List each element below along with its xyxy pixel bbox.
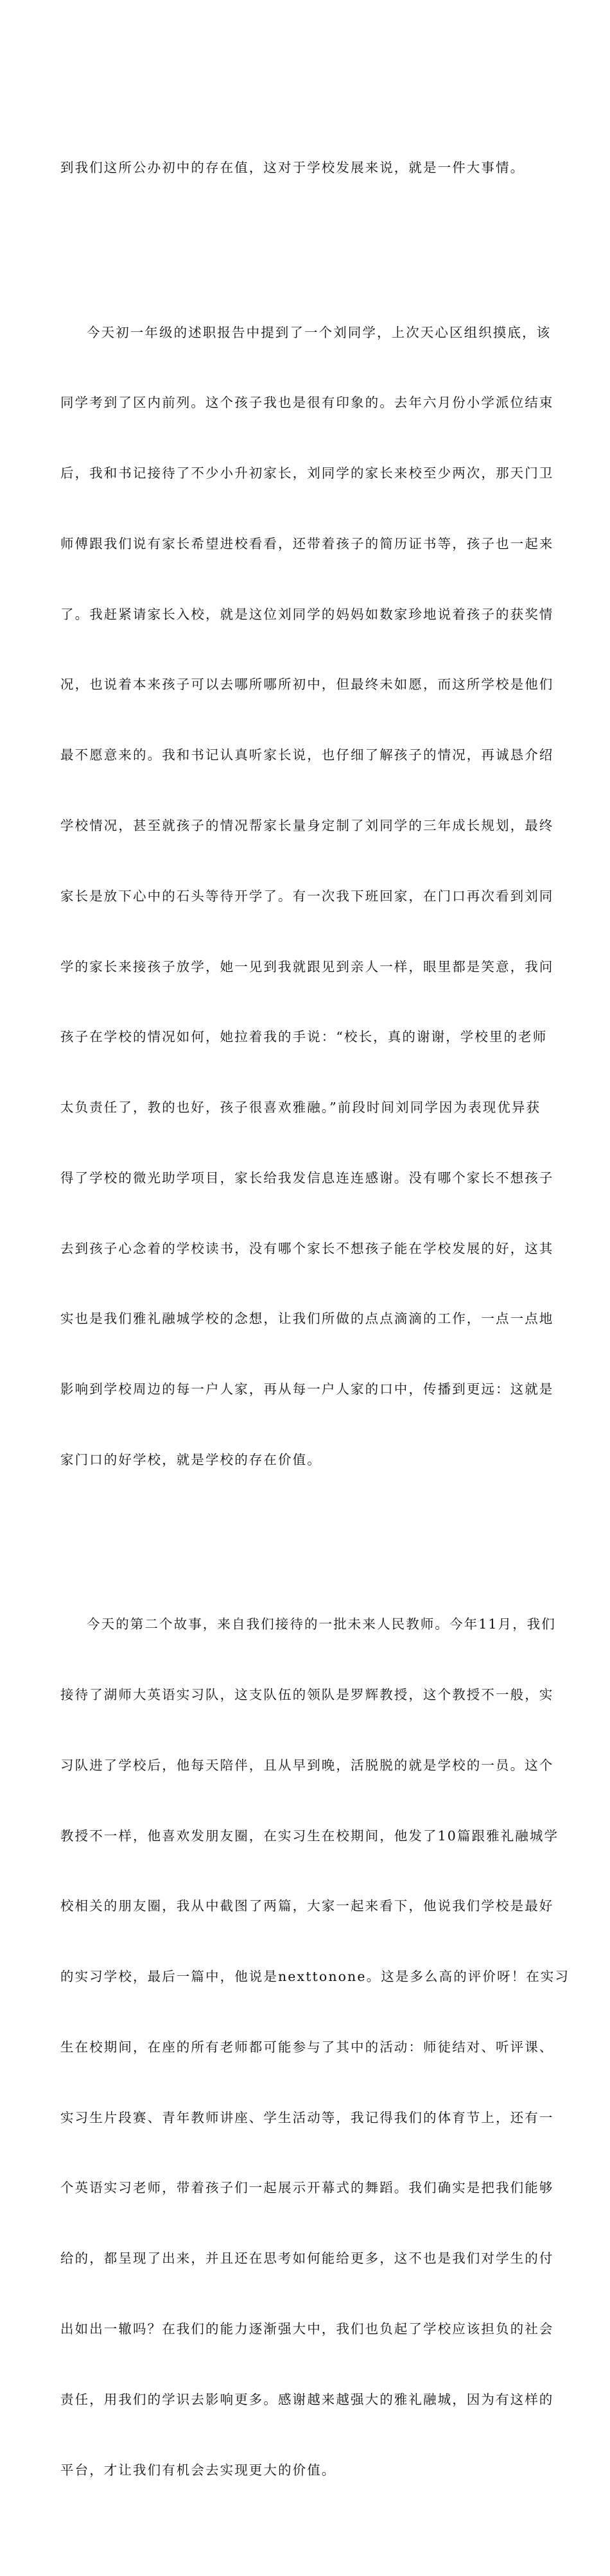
text-line: 教授不一样，他喜欢发朋友圈，在实习生在校期间，他发了10篇跟雅礼融城学 [60, 1828, 559, 1844]
text-line: 师傅跟我们说有家长希望进校看看，还带着孩子的简历证书等，孩子也一起来 [60, 535, 554, 551]
text-line: 最不愿意来的。我和书记认真听家长说，也仔细了解孩子的情况，再诚恳介绍 [60, 747, 554, 763]
text-line: 学校情况，甚至就孩子的情况帮家长量身定制了刘同学的三年成长规划，最终 [60, 818, 554, 833]
text-line: 孩子在学校的情况如何，她拉着我的手说：“校长，真的谢谢，学校里的老师 [60, 1029, 548, 1045]
text-line: 得了学校的微光助学项目，家长给我发信息连连感谢。没有哪个家长不想孩子 [60, 1170, 554, 1186]
text-line: 了。我赶紧请家长入校，就是这位刘同学的妈妈如数家珍地说着孩子的获奖情 [60, 606, 554, 622]
text-line: 今天的第二个故事，来自我们接待的一批未来人民教师。今年11月，我们 [87, 1616, 556, 1632]
text-line: 况，也说着本来孩子可以去哪所哪所初中，但最终未如愿，而这所学校是他们 [60, 677, 554, 693]
document-body [60, 62, 570, 2576]
text-line: 到我们这所公办初中的存在值，这对于学校发展来说，就是一件大事情。 [60, 160, 525, 176]
text-line: 个英语实习老师，带着孩子们一起展示开幕式的舞蹈。我们确实是把我们能够 [60, 2180, 554, 2196]
text-line: 生在校期间，在座的所有老师都可能参与了其中的活动：师徒结对、听评课、 [60, 2039, 554, 2055]
text-line: 给的，都呈现了出来，并且还在思考如何能给更多，这不也是我们对学生的付 [60, 2251, 554, 2267]
text-line: 出如出一辙吗？在我们的能力逐渐强大中，我们也负起了学校应该担负的社会 [60, 2321, 554, 2337]
text-line: 同学考到了区内前列。这个孩子我也是很有印象的。去年六月份小学派位结束 [60, 395, 554, 411]
text-line: 太负责任了，教的也好，孩子很喜欢雅融。”前段时间刘同学因为表现优异获 [60, 1100, 541, 1116]
text-line: 责任，用我们的学识去影响更多。感谢越来越强大的雅礼融城，因为有这样的 [60, 2391, 554, 2407]
text-line: 后，我和书记接待了不少小升初家长，刘同学的家长来校至少两次，那天门卫 [60, 465, 554, 481]
text-line: 学的家长来接孩子放学，她一见到我就跟见到亲人一样，眼里都是笑意，我问 [60, 958, 554, 974]
text-line: 实也是我们雅礼融城学校的念想，让我们所做的点点滴滴的工作，一点一点地 [60, 1311, 554, 1327]
paragraph-3 [60, 1566, 570, 2528]
text-line: 家门口的好学校，就是学校的存在价值。 [60, 1452, 322, 1468]
text-line: 今天初一年级的述职报告中提到了一个刘同学，上次天心区组织摸底，该 [87, 324, 552, 340]
text-line: 校相关的朋友圈，我从中截图了两篇，大家一起来看下，他说我们学校是最好 [60, 1898, 554, 1914]
text-line: 家长是放下心中的石头等待开学了。有一次我下班回家，在门口再次看到刘同 [60, 888, 554, 904]
text-line: 去到孩子心念着的学校读书，没有哪个家长不想孩子能在学校发展的好，这其 [60, 1240, 554, 1256]
text-line: 实习生片段赛、青年教师讲座、学生活动等，我记得我们的体育节上，还有一 [60, 2109, 554, 2125]
text-line: 平台，才让我们有机会去实现更大的价值。 [60, 2462, 336, 2478]
text-line: 习队进了学校后，他每天陪伴，且从早到晚，活脱脱的就是学校的一员。这个 [60, 1757, 554, 1773]
text-line: 影响到学校周边的每一户人家，再从每一户人家的口中，传播到更远：这就是 [60, 1381, 554, 1397]
text-line: 的实习学校，最后一篇中，他说是nexttonone。这是多么高的评价呀！在实习 [60, 1969, 570, 1985]
text-line: 接待了湖师大英语实习队，这支队伍的领队是罗辉教授，这个教授不一般，实 [60, 1686, 554, 1702]
paragraph-2 [60, 273, 554, 1518]
paragraph-1 [60, 109, 550, 227]
